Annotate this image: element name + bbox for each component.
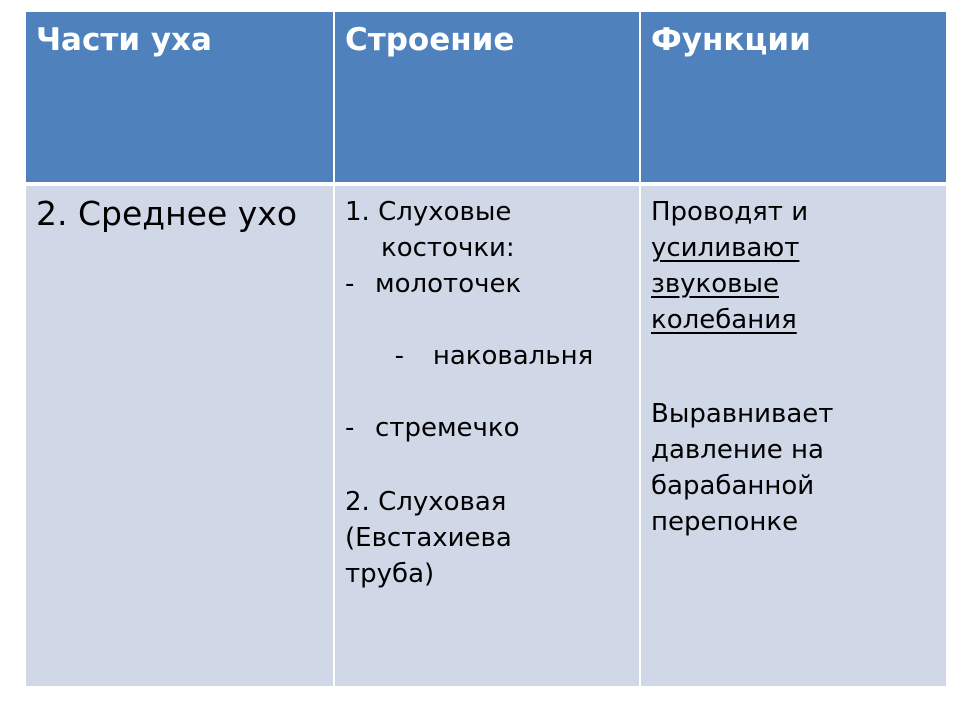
- bullet-text: молоточек: [375, 269, 522, 299]
- cell-structure: [335, 184, 641, 688]
- function-underlined-text: звуковые: [651, 269, 779, 299]
- function-line: Проводят и: [651, 197, 809, 227]
- function-line: перепонке: [651, 507, 799, 537]
- bullet-dash: -: [345, 413, 355, 443]
- header-structure: [335, 12, 641, 184]
- header-parts-label: Части уха: [36, 22, 212, 58]
- bullet-text: наковальня: [424, 341, 594, 371]
- header-parts: [26, 12, 335, 184]
- cell-functions: [641, 184, 948, 688]
- function-underlined-line: [651, 266, 936, 302]
- function-line: давление на: [651, 435, 824, 465]
- structure-bullet: [345, 410, 629, 446]
- function-line: барабанной: [651, 471, 815, 501]
- spacer: [345, 446, 629, 484]
- header-functions: [641, 12, 948, 184]
- function-underlined-line: [651, 230, 936, 266]
- structure-item1-line1: 1. Слуховые: [345, 197, 512, 227]
- part-name: 2. Среднее ухо: [36, 194, 298, 233]
- ear-parts-table: [26, 12, 948, 688]
- spacer: [651, 338, 936, 396]
- structure-bullet: [345, 302, 629, 410]
- cell-part: [26, 184, 335, 688]
- bullet-dash: -: [345, 269, 355, 299]
- bullet-text: стремечко: [375, 413, 520, 443]
- header-structure-label: Строение: [345, 22, 515, 58]
- function-line: Выравнивает: [651, 399, 834, 429]
- structure-item1-line2: косточки:: [381, 233, 515, 263]
- structure-item2-line: 2. Слуховая: [345, 487, 507, 517]
- function-underlined-text: колебания: [651, 305, 797, 335]
- structure-item2-line: (Евстахиева: [345, 523, 512, 553]
- bullet-dash: -: [394, 341, 404, 371]
- function-underlined-text: усиливают: [651, 233, 800, 263]
- function-underlined-line: [651, 302, 936, 338]
- structure-item2-line: труба): [345, 559, 435, 589]
- structure-bullet: [345, 266, 629, 302]
- header-functions-label: Функции: [651, 22, 811, 58]
